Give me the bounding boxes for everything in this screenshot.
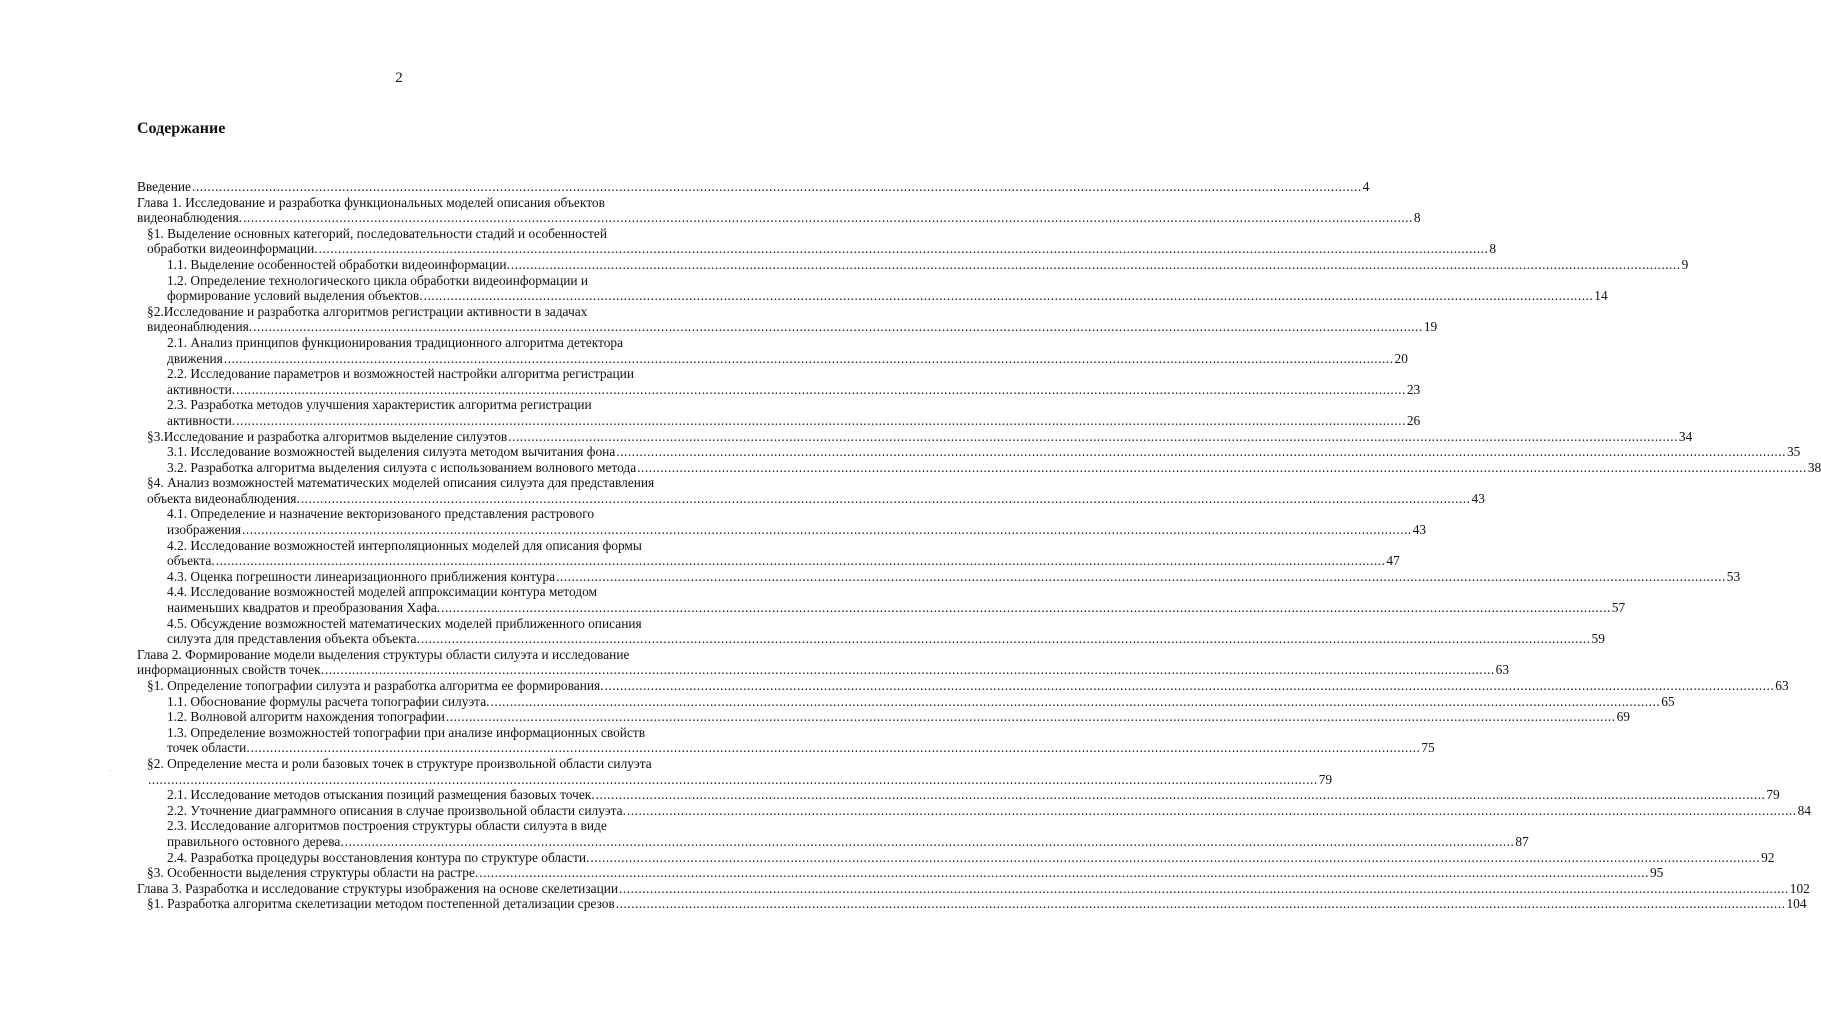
toc-entry: [137, 334, 1408, 366]
toc-entry-text: 2.4. Разработка процедуры восстановления контура по структуре области.: [167, 849, 590, 865]
dot-leader: [325, 662, 1495, 678]
toc-entry-line: [167, 459, 1821, 476]
dot-leader: [441, 600, 1611, 616]
toc-entry: [137, 724, 1435, 756]
toc-entry: [137, 225, 1497, 257]
toc-entry-page: 87: [1515, 833, 1529, 849]
toc-entry-page: 69: [1616, 709, 1630, 725]
toc-entry-text: §3.Исследование и разработка алгоритмов выделение силуэтов: [147, 428, 508, 444]
toc-entry-text: точек области.: [167, 740, 250, 756]
toc-entry-page: 92: [1761, 849, 1775, 865]
dot-leader: [319, 241, 1489, 257]
toc-entry-title-line: 2.3. Разработка методов улучшения характеристик алгоритма регистрации: [167, 397, 592, 413]
dot-leader: [596, 787, 1766, 803]
toc-entry-page: 43: [1471, 490, 1485, 506]
toc-entry-page: 104: [1786, 896, 1807, 912]
toc-entry-text: наименьших квадратов и преобразования Хафа.: [167, 600, 441, 616]
toc-entry-text: 1.1. Выделение особенностей обработки видеоинформации.: [167, 256, 510, 272]
toc-entry-text: активности.: [167, 412, 236, 428]
dot-leader: [216, 553, 1386, 569]
toc-entry-page: 75: [1421, 740, 1435, 756]
toc-entry-title-line: 2.1. Анализ принципов функционирования традиционного алгоритма детектора: [167, 334, 624, 350]
toc-entry-page: 34: [1678, 428, 1693, 444]
toc-entry-line: [167, 833, 1529, 850]
toc-entry-page: 8: [1413, 210, 1421, 226]
toc-entry-text: §3. Особенности выделения структуры области на растре.: [147, 865, 479, 881]
toc-entry: [137, 802, 1812, 819]
toc-entry-page: 95: [1649, 865, 1664, 881]
toc-entry-title-line: 1.2. Определение технологического цикла обработки видеоинформации и: [167, 272, 589, 288]
toc-entry-title-line: Глава 2. Формирование модели выделения структуры области силуэта и исследование: [137, 646, 630, 662]
toc-entry-text: 3.1. Исследование возможностей выделения силуэта методом вычитания фона: [167, 444, 616, 460]
toc-entry-line: [147, 896, 1807, 912]
dot-leader: [236, 382, 1406, 398]
toc-entry: [137, 506, 1427, 538]
dot-leader: [251, 740, 1421, 756]
toc-entry: [137, 693, 1675, 710]
toc-entry-text: 3.2. Разработка алгоритма выделения силуэта с использованием волнового метода: [167, 459, 637, 475]
toc-entry-text: 1.2. Волновой алгоритм нахождения топографии: [167, 709, 445, 725]
toc-entry-line: [167, 849, 1775, 866]
toc-entry-title-line: §2. Определение места и роли базовых точек в структуре произвольной области силуэта: [147, 755, 652, 771]
dot-leader: [243, 210, 1413, 226]
dot-leader: [253, 319, 1423, 335]
dot-leader: [421, 631, 1591, 647]
toc-entry-line: [147, 319, 1438, 335]
dot-leader: [627, 803, 1797, 819]
toc-entry-page: 79: [1318, 771, 1333, 787]
toc-entry-page: 4: [1362, 179, 1370, 194]
toc-entry: [137, 880, 1810, 897]
toc-entry-line: [167, 787, 1780, 803]
toc-entry-text: информационных свойств точек.: [137, 662, 324, 678]
toc-entry-line: [147, 490, 1485, 507]
toc-entry: [137, 444, 1801, 460]
toc-entry-line: [167, 522, 1427, 538]
toc-entry-text: правильного остовного дерева.: [167, 833, 344, 849]
dot-leader: [424, 288, 1594, 304]
dot-leader: [301, 491, 1471, 507]
toc-entry-page: 23: [1406, 381, 1421, 397]
toc-entry-line: [167, 412, 1421, 429]
dot-leader: [479, 865, 1649, 881]
toc-entry-title-line: §1. Выделение основных категорий, последовательности стадий и особенностей: [147, 225, 608, 241]
toc-entry: [137, 584, 1626, 616]
toc-entry-page: 14: [1594, 288, 1608, 304]
toc-entry: [137, 818, 1529, 849]
dot-leader: [345, 834, 1515, 850]
dot-leader: [637, 460, 1807, 476]
toc-entry-page: 102: [1789, 880, 1810, 896]
toc-entry-text: обработки видеоинформации.: [147, 241, 318, 257]
toc-entry-line: [167, 553, 1400, 569]
toc-entry: [137, 568, 1741, 585]
toc-entry-page: 59: [1591, 631, 1605, 647]
toc-entry: [137, 787, 1780, 803]
dot-leader: [148, 772, 1318, 788]
toc-entry: [137, 303, 1438, 335]
toc-entry-line: [137, 210, 1421, 226]
toc-entry: [137, 678, 1789, 694]
page-number: 2: [395, 70, 403, 86]
toc-entry-line: [167, 709, 1630, 725]
toc-entry-title-line: 1.3. Определение возможностей топографии при анализе информационных свойств: [167, 724, 646, 740]
toc-entry-line: [167, 381, 1421, 398]
toc-entry-text: §1. Определение топографии силуэта и разработка алгоритма ее формирования.: [147, 678, 604, 693]
toc-entry-line: [147, 241, 1497, 257]
dot-leader: [491, 694, 1661, 710]
toc-entry-line: [167, 350, 1408, 367]
toc-entry-line: [167, 444, 1801, 460]
dot-leader: [242, 522, 1412, 538]
toc-entry: [137, 865, 1664, 881]
toc-entry-page: 65: [1661, 693, 1675, 709]
toc-entry-line: [167, 568, 1741, 585]
toc-entry-title-line: Глава 1. Исследование и разработка функциональных моделей описания объектов: [137, 194, 605, 210]
toc-entry-line: [147, 678, 1789, 694]
toc-entry: [137, 646, 1510, 678]
toc-entry-page: 9: [1681, 256, 1689, 272]
toc-entry-line: [167, 693, 1675, 710]
toc-entry-page: 20: [1394, 350, 1408, 366]
toc-entry-title-line: 4.4. Исследование возможностей моделей аппроксимации контура методом: [167, 584, 598, 600]
toc-entry-title-line: §2.Исследование и разработка алгоритмов регистрации активности в задачах: [147, 303, 588, 319]
toc-entry-line: [147, 428, 1693, 445]
dot-leader: [619, 881, 1789, 897]
dot-leader: [605, 678, 1775, 694]
toc-entry-page: 8: [1489, 241, 1497, 257]
toc-entry-text: силуэта для представления объекта объекта.: [167, 631, 420, 647]
toc-entry-line: [147, 865, 1664, 881]
dot-leader: [446, 709, 1616, 725]
toc-entry-text: изображения: [167, 522, 242, 538]
toc-entry-text: Введение: [137, 179, 191, 194]
toc-entry-text: движения: [167, 350, 223, 366]
toc-entry-page: 35: [1786, 444, 1801, 460]
toc-entry-line: [167, 631, 1605, 647]
toc-entry-text: 4.3. Оценка погрешности линеаризационного приближения контура: [167, 568, 556, 584]
toc-entry-text: объекта видеонаблюдения.: [147, 490, 300, 506]
toc-entry-title-line: 4.1. Определение и назначение векторизованого представления растрового: [167, 506, 595, 522]
toc-entry: [137, 537, 1400, 569]
toc-entry-title-line: §4. Анализ возможностей математических моделей описания силуэта для представления: [147, 475, 655, 491]
dot-leader: [508, 429, 1678, 445]
toc-entry: [137, 397, 1421, 428]
toc-entry: [137, 459, 1821, 476]
toc-entry-text: 2.1. Исследование методов отыскания позиций размещения базовых точек.: [167, 787, 595, 803]
scan-speck: [110, 770, 111, 771]
toc-entry-line: [167, 802, 1812, 819]
toc-entry-text: формирование условий выделения объектов.: [167, 288, 423, 304]
toc-entry: [137, 428, 1693, 445]
toc-entry-line: [147, 771, 1333, 788]
toc-entry-page: 79: [1766, 787, 1780, 803]
toc-entry: [137, 755, 1333, 787]
toc-entry-page: 63: [1495, 662, 1510, 678]
toc-entry: [137, 896, 1807, 912]
toc-entry: [137, 272, 1608, 304]
dot-leader: [556, 569, 1726, 585]
toc-entry-text: Глава 3. Разработка и исследование структуры изображения на основе скелетизации: [137, 880, 619, 896]
toc-entry-text: объекта.: [167, 553, 215, 569]
toc-entry-page: 84: [1797, 802, 1812, 818]
toc-entry-page: 53: [1726, 568, 1741, 584]
toc-entry-line: [167, 288, 1608, 304]
toc-entry: [137, 475, 1485, 506]
dot-leader: [616, 896, 1786, 912]
toc-entry-title-line: 2.2. Исследование параметров и возможностей настройки алгоритма регистрации: [167, 366, 634, 382]
dot-leader: [590, 850, 1760, 866]
toc-entry-page: 63: [1775, 678, 1789, 693]
dot-leader: [616, 444, 1786, 460]
toc-entry-text: 2.2. Уточнение диаграммного описания в случае произвольной области силуэта.: [167, 802, 626, 818]
dot-leader: [511, 257, 1681, 273]
dot-leader: [236, 413, 1406, 429]
toc-entry: [137, 194, 1421, 226]
toc-entry-line: [167, 256, 1689, 273]
toc-entry-title-line: 2.3. Исследование алгоритмов построения структуры области силуэта в виде: [167, 818, 607, 834]
toc-entry-line: [137, 880, 1810, 897]
toc-entry-text: видеонаблюдения.: [137, 210, 243, 226]
toc-entry: [137, 849, 1775, 866]
toc-entry-line: [167, 600, 1626, 616]
toc-entry-line: [137, 179, 1370, 195]
toc-entry-text: §1. Разработка алгоритма скелетизации методом постепенной детализации срезов: [147, 896, 615, 912]
toc-entry-line: [137, 662, 1510, 678]
toc-entry-page: 47: [1386, 553, 1400, 569]
toc-entry-text: видеонаблюдения.: [147, 319, 253, 335]
toc-entry-text: 1.1. Обоснование формулы расчета топографии силуэта.: [167, 693, 490, 709]
page-title: Содержание: [137, 120, 226, 137]
table-of-contents: [137, 179, 1821, 912]
toc-entry: [137, 709, 1630, 725]
toc-entry-page: 38: [1807, 459, 1821, 475]
toc-entry-title-line: 4.5. Обсуждение возможностей математических моделей приближенного описания: [167, 615, 642, 631]
toc-entry: [137, 615, 1605, 647]
toc-entry-page: 43: [1412, 522, 1427, 538]
toc-entry-page: 26: [1406, 412, 1421, 428]
toc-entry-page: 57: [1611, 600, 1626, 616]
toc-entry: [137, 256, 1689, 273]
toc-entry-text: активности.: [167, 381, 236, 397]
toc-entry-title-line: 4.2. Исследование возможностей интерполяционных моделей для описания формы: [167, 537, 642, 553]
toc-entry-page: 19: [1423, 319, 1438, 335]
toc-entry: [137, 179, 1370, 195]
toc-entry-line: [167, 740, 1435, 756]
toc-entry: [137, 366, 1421, 397]
dot-leader: [224, 351, 1394, 367]
dot-leader: [192, 179, 1362, 195]
